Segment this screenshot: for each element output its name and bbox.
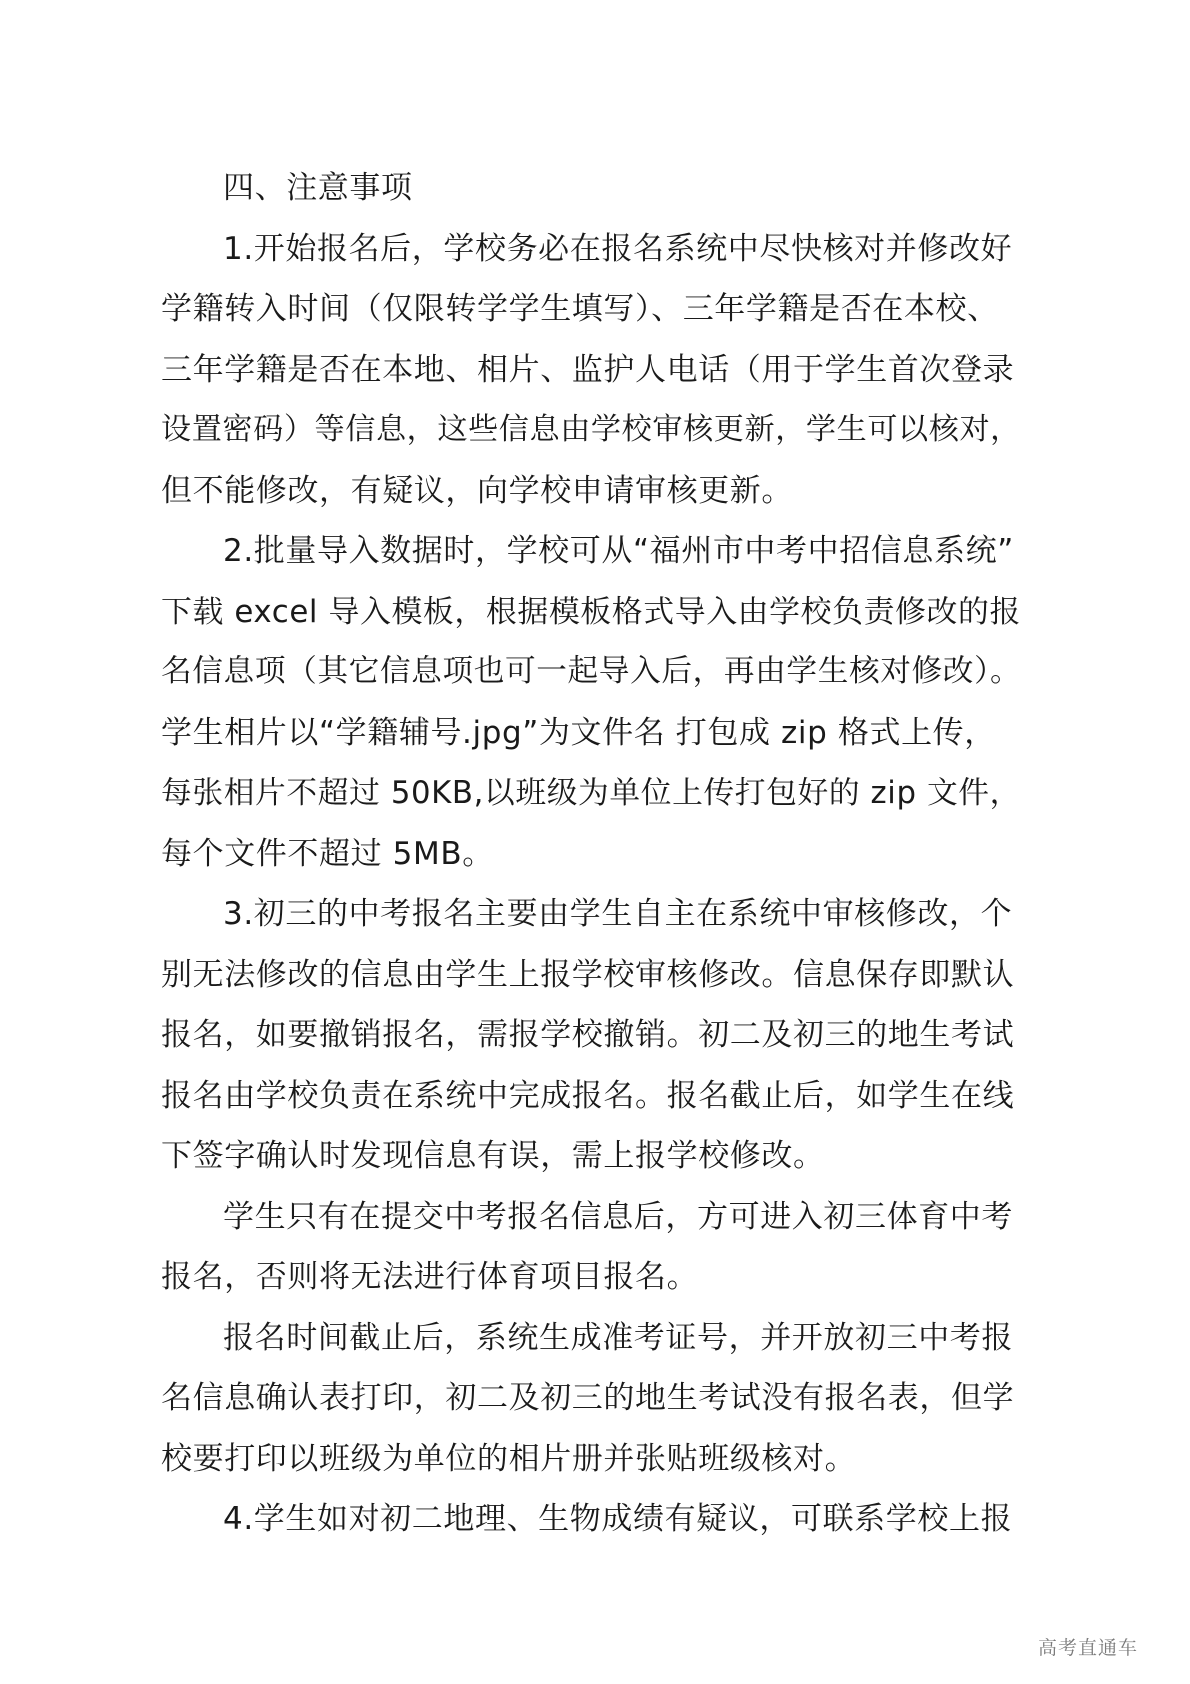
text-line: 校要打印以班级为单位的相片册并张贴班级核对。 (161, 1440, 857, 1477)
text-line: 报名，否则将无法进行体育项目报名。 (161, 1259, 699, 1295)
text-line: 1.开始报名后，学校务必在报名系统中尽快核对并修改好 (223, 230, 1013, 267)
text-line: 报名时间截止后，系统生成准考证号，并开放初三中考报 (223, 1319, 1013, 1356)
text-line: 别无法修改的信息由学生上报学校审核修改。信息保存即默认 (161, 956, 1015, 993)
text-line: 每张相片不超过 50KB,以班级为单位上传打包好的 zip 文件， (161, 775, 1021, 811)
section-heading: 四、注意事项 (223, 170, 413, 206)
text-line: 下载 excel 导入模板，根据模板格式导入由学校负责修改的报 (161, 593, 1021, 630)
text-line: 3.初三的中考报名主要由学生自主在系统中审核修改，个 (223, 896, 1013, 932)
text-line: 设置密码）等信息，这些信息由学校审核更新，学生可以核对， (161, 412, 1021, 447)
text-line: 学生只有在提交中考报名信息后，方可进入初三体育中考 (223, 1198, 1013, 1235)
text-line: 报名，如要撤销报名，需报学校撤销。初二及初三的地生考试 (161, 1017, 1015, 1053)
text-line: 学生相片以“学籍辅号.jpg”为文件名 打包成 zip 格式上传， (161, 714, 996, 751)
text-line: 名信息项（其它信息项也可一起导入后，再由学生核对修改）。 (161, 654, 1022, 689)
watermark: 高考直通车 (1037, 1637, 1138, 1659)
text-line: 2.批量导入数据时，学校可从“福州市中考中招信息系统” (223, 533, 1014, 569)
text-line: 每个文件不超过 5MB。 (161, 835, 494, 872)
text-line: 4.学生如对初二地理、生物成绩有疑议，可联系学校上报 (223, 1501, 1013, 1537)
text-line: 下签字确认时发现信息有误，需上报学校修改。 (161, 1138, 825, 1174)
text-line: 报名由学校负责在系统中完成报名。报名截止后，如学生在线 (161, 1077, 1015, 1114)
text-line: 但不能修改，有疑议，向学校申请审核更新。 (161, 472, 793, 509)
text-line: 三年学籍是否在本地、相片、监护人电话（用于学生首次登录 (161, 351, 1015, 388)
text-line: 学籍转入时间（仅限转学学生填写）、三年学籍是否在本校、 (161, 291, 999, 327)
document-body (161, 158, 1021, 1550)
text-line: 名信息确认表打印，初二及初三的地生考试没有报名表，但学 (161, 1380, 1015, 1416)
